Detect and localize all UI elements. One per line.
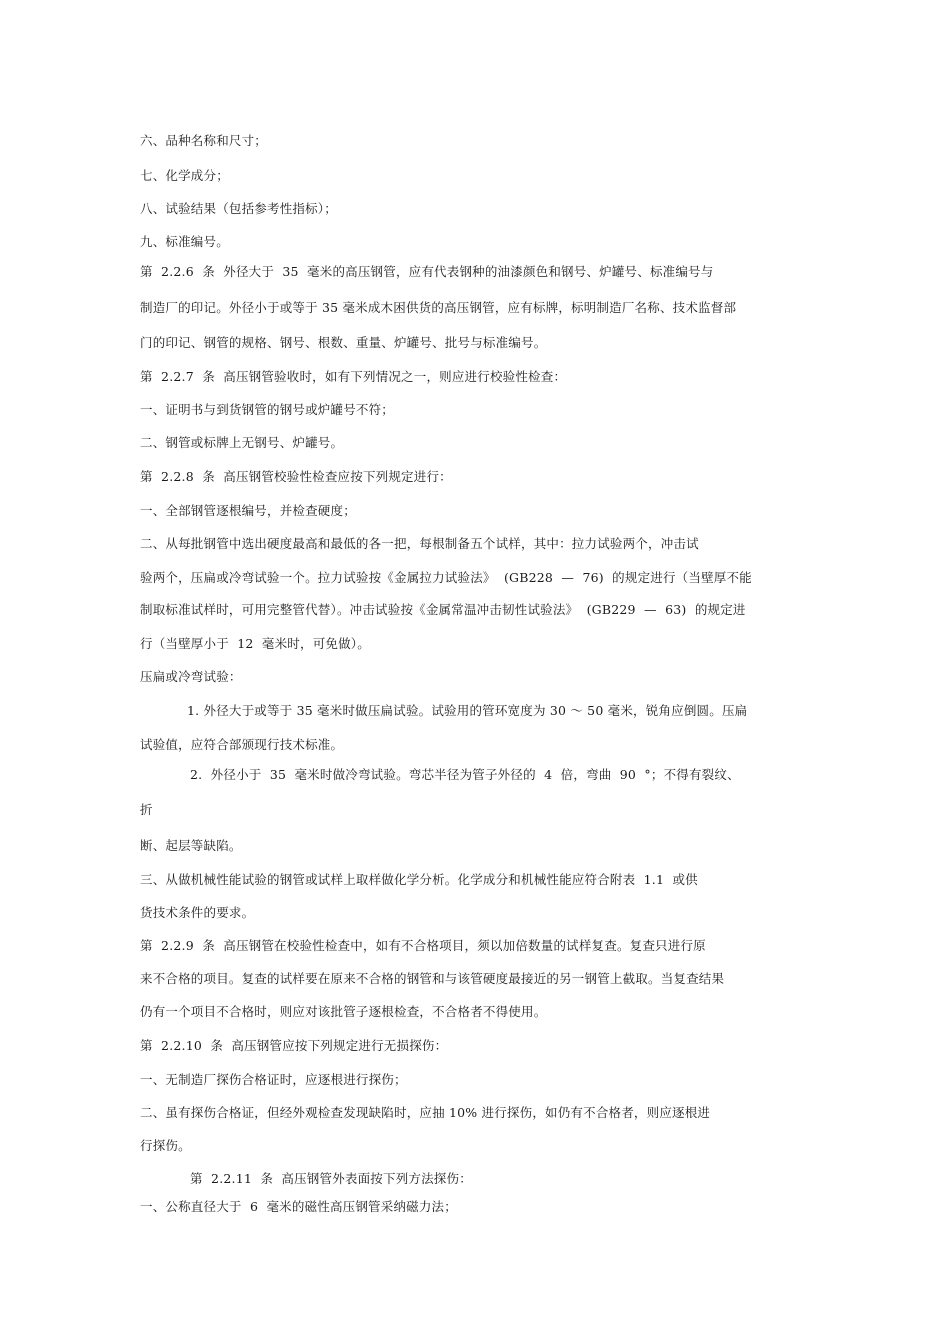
text-line: 门的印记、钢管的规格、钢号、根数、重量、炉罐号、批号与标准编号。 bbox=[140, 335, 547, 350]
text-line: 折 bbox=[140, 802, 153, 817]
text-line: 一、无制造厂探伤合格证时，应逐根进行探伤； bbox=[140, 1072, 407, 1087]
text-line: 一、全部钢管逐根编号，并检查硬度； bbox=[140, 503, 356, 518]
text-line: 第 2.2.7 条 高压钢管验收时，如有下列情况之一，则应进行校验性检查： bbox=[140, 369, 567, 384]
text-line: 试验值，应符合部颁现行技术标准。 bbox=[140, 737, 344, 752]
text-line: 行探伤。 bbox=[140, 1138, 191, 1153]
text-line: 断、起层等缺陷。 bbox=[140, 838, 242, 853]
text-line: 验两个，压扁或冷弯试验一个。拉力试验按《金属拉力试验法》 (GB228 — 76) 的规定进行（当壁厚不能 bbox=[140, 570, 752, 585]
text-line: 仍有一个项目不合格时，则应对该批管子逐根检查，不合格者不得使用。 bbox=[140, 1004, 547, 1019]
text-line: 2. 外径小于 35 毫米时做冷弯试验。弯芯半径为管子外径的 4 倍，弯曲 90 °；不得有裂纹、 bbox=[190, 767, 740, 782]
text-line: 第 2.2.8 条 高压钢管校验性检查应按下列规定进行： bbox=[140, 469, 452, 484]
text-line: 二、虽有探伤合格证，但经外观检查发现缺陷时，应抽 10% 进行探伤，如仍有不合格者，则应逐根进 bbox=[140, 1105, 711, 1120]
text-line: 二、钢管或标牌上无钢号、炉罐号。 bbox=[140, 435, 344, 450]
text-line: 六、品种名称和尺寸； bbox=[140, 133, 268, 148]
text-line: 压扁或冷弯试验： bbox=[140, 669, 242, 684]
text-line: 第 2.2.6 条 外径大于 35 毫米的高压钢管，应有代表钢种的油漆颜色和钢号、炉罐号、标准编号与 bbox=[140, 264, 714, 279]
text-line: 货技术条件的要求。 bbox=[140, 905, 255, 920]
text-line: 制取标准试样时，可用完整管代替）。冲击试验按《金属常温冲击韧性试验法》 (GB229 — 63) 的规定进 bbox=[140, 602, 746, 617]
text-line: 行（当壁厚小于 12 毫米时，可免做）。 bbox=[140, 636, 370, 651]
text-line: 制造厂的印记。外径小于或等于 35 毫米成木困供货的高压钢管，应有标牌，标明制造厂名称、技术监督部 bbox=[140, 300, 737, 315]
text-line: 一、证明书与到货钢管的钢号或炉罐号不符； bbox=[140, 402, 395, 417]
text-line: 九、标准编号。 bbox=[140, 234, 229, 249]
text-line: 第 2.2.9 条 高压钢管在校验性检查中，如有不合格项目，须以加倍数量的试样复查。复查只进行原 bbox=[140, 938, 706, 953]
text-line: 第 2.2.10 条 高压钢管应按下列规定进行无损探伤： bbox=[140, 1038, 448, 1053]
text-line: 1. 外径大于或等于 35 毫米时做压扁试验。试验用的管环宽度为 30 ～ 50 毫米，锐角应倒圆。压扁 bbox=[187, 703, 748, 718]
text-line: 一、公称直径大于 6 毫米的磁性高压钢管采纳磁力法； bbox=[140, 1199, 457, 1214]
text-line: 二、从每批钢管中选出硬度最高和最低的各一把，每根制备五个试样，其中：拉力试验两个，冲击试 bbox=[140, 536, 699, 551]
text-line: 七、化学成分； bbox=[140, 168, 229, 183]
text-line: 三、从做机械性能试验的钢管或试样上取样做化学分析。化学成分和机械性能应符合附表 1.1 或供 bbox=[140, 872, 698, 887]
text-line: 第 2.2.11 条 高压钢管外表面按下列方法探伤： bbox=[190, 1171, 472, 1186]
text-line: 来不合格的项目。复查的试样要在原来不合格的钢管和与该管硬度最接近的另一钢管上截取。当复查结果 bbox=[140, 971, 725, 986]
text-line: 八、试验结果（包括参考性指标）； bbox=[140, 201, 337, 216]
